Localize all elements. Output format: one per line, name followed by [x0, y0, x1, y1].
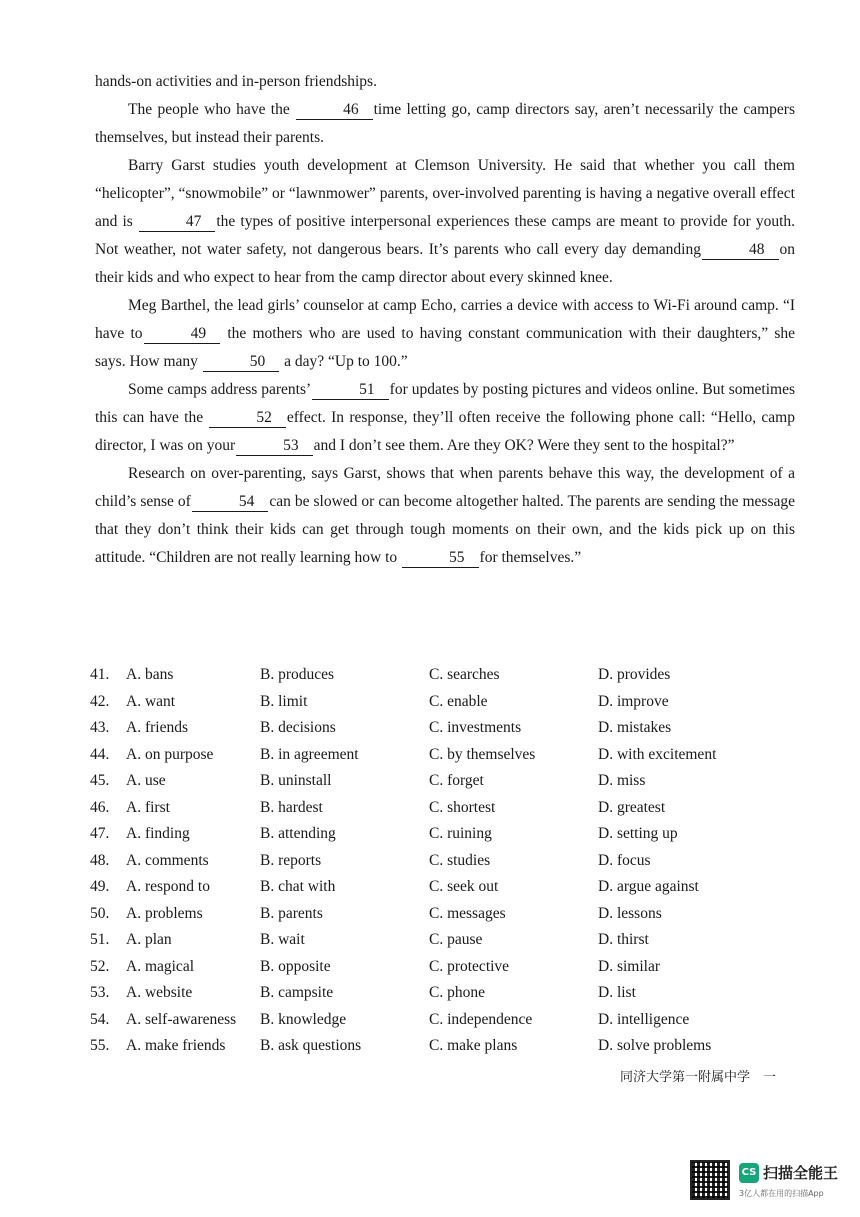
option-c: C. studies: [429, 851, 491, 869]
option-row: [90, 878, 810, 905]
option-row: [90, 1011, 810, 1038]
option-b: B. chat with: [260, 878, 336, 895]
question-number: 49.: [90, 878, 110, 895]
option-row: [90, 1037, 810, 1064]
option-c: C. investments: [429, 719, 522, 736]
question-number: 55.: [90, 1037, 110, 1054]
option-b: B. uninstall: [260, 772, 332, 789]
option-d: D. list: [598, 984, 636, 1001]
option-c: C. forget: [429, 772, 484, 789]
option-row: [90, 772, 810, 799]
option-row: [90, 958, 810, 985]
question-number: 45.: [90, 772, 110, 789]
option-a: A. want: [126, 692, 176, 710]
option-b: B. wait: [260, 931, 305, 948]
option-a: A. finding: [126, 825, 190, 842]
option-row: [90, 905, 810, 932]
option-b: B. produces: [260, 666, 335, 683]
blank-53: 53: [236, 437, 313, 456]
blank-55: 55: [402, 549, 479, 568]
blank-52: 52: [209, 409, 286, 428]
option-b: B. attending: [260, 825, 336, 842]
scanner-app-name: 扫描全能王: [763, 1164, 839, 1182]
option-d: D. provides: [598, 666, 671, 683]
option-d: D. mistakes: [598, 719, 672, 736]
option-row: [90, 666, 810, 693]
option-row: [90, 984, 810, 1011]
option-b: B. campsite: [260, 984, 334, 1001]
option-c: C. shortest: [429, 798, 496, 816]
option-d: D. setting up: [598, 825, 678, 842]
paragraph-6: Research on over-parenting, says Garst, shows that when parents behave this way, the development of a child’s sense of 54 can be slowed or can become altogether halted. The parents are sending the message that they don’t think their kids can get through tough moments on their own, and the kids pick up on this attitude. “Children are not really learning how to 55 for themselves.”: [95, 465, 795, 566]
option-row: [90, 825, 810, 852]
option-a: A. plan: [126, 931, 172, 948]
option-c: C. by themselves: [429, 745, 536, 763]
option-a: A. make friends: [126, 1037, 226, 1054]
blank-50: 50: [203, 353, 280, 372]
question-number: 51.: [90, 931, 110, 948]
question-number: 53.: [90, 984, 110, 1001]
option-d: D. with excitement: [598, 745, 717, 763]
school-footer: 同济大学第一附属中学 一: [620, 1070, 777, 1085]
option-d: D. similar: [598, 957, 660, 975]
option-a: A. first: [126, 798, 170, 816]
option-a: A. problems: [126, 904, 203, 922]
option-row: [90, 746, 810, 773]
option-c: C. phone: [429, 984, 485, 1001]
scanner-tagline: 3亿人都在用的扫描App: [739, 1189, 824, 1198]
camscanner-logo-icon: CS: [739, 1163, 759, 1183]
question-number: 42.: [90, 692, 110, 710]
question-number: 54.: [90, 1010, 110, 1028]
option-c: C. seek out: [429, 878, 499, 895]
blank-51: 51: [312, 381, 389, 400]
option-c: C. enable: [429, 692, 488, 710]
blank-47: 47: [139, 213, 216, 232]
question-number: 46.: [90, 798, 110, 816]
paragraph-text: hands-on activities and in-person friendships.: [95, 73, 377, 90]
question-number: 41.: [90, 666, 110, 683]
option-a: A. friends: [126, 719, 188, 736]
question-number: 52.: [90, 957, 110, 975]
option-d: D. greatest: [598, 798, 666, 816]
option-a: A. on purpose: [126, 745, 214, 763]
option-c: C. make plans: [429, 1037, 518, 1054]
qr-code-icon: [690, 1160, 730, 1200]
cloze-passage: [95, 68, 795, 572]
question-number: 50.: [90, 904, 110, 922]
paragraph-2: The people who have the 46 time letting go, camp directors say, aren’t necessarily the campers themselves, but instead their parents.: [95, 101, 795, 146]
option-a: A. bans: [126, 666, 174, 683]
option-c: C. messages: [429, 904, 506, 922]
option-row: [90, 799, 810, 826]
option-a: A. comments: [126, 851, 209, 869]
option-b: B. knowledge: [260, 1010, 347, 1028]
option-d: D. thirst: [598, 931, 649, 948]
option-b: B. parents: [260, 904, 323, 922]
option-row: [90, 693, 810, 720]
question-number: 48.: [90, 851, 110, 869]
option-a: A. self-awareness: [126, 1010, 237, 1028]
paragraph-4: Meg Barthel, the lead girls’ counselor at camp Echo, carries a device with access to Wi-Fi around camp. “I have to 49 the mothers who are used to having constant communication with their daughters,” she says. How many 50 a day? “Up to 100.”: [95, 297, 796, 370]
option-d: D. intelligence: [598, 1010, 690, 1028]
blank-46: 46: [296, 101, 373, 120]
question-number: 47.: [90, 825, 110, 842]
option-c: C. searches: [429, 666, 500, 683]
option-b: B. ask questions: [260, 1037, 362, 1054]
option-b: B. in agreement: [260, 745, 359, 763]
blank-48: 48: [702, 241, 779, 260]
option-b: B. limit: [260, 692, 308, 710]
option-row: [90, 719, 810, 746]
answer-options: [90, 666, 810, 1064]
option-c: C. ruining: [429, 825, 492, 842]
paragraph-3: Barry Garst studies youth development at Clemson University. He said that whether you call them “helicopter”, “snowmobile” or “lawnmower” parents, over-involved parenting is having a negative overall effect and is 47 the types of positive interpersonal experiences these camps are meant to provide for youth. Not weather, not water safety, not dangerous bears. It’s parents who call every day demanding 48 on their kids and who expect to hear from the camp director about every skinned knee.: [95, 157, 795, 286]
question-number: 44.: [90, 745, 110, 763]
option-a: A. website: [126, 984, 193, 1001]
option-d: D. solve problems: [598, 1037, 712, 1054]
option-d: D. improve: [598, 692, 669, 710]
option-d: D. miss: [598, 772, 646, 789]
paragraph-1: [95, 68, 795, 96]
option-d: D. lessons: [598, 904, 662, 922]
option-c: C. pause: [429, 931, 483, 948]
question-number: 43.: [90, 719, 110, 736]
option-a: A. magical: [126, 957, 195, 975]
option-b: B. reports: [260, 851, 322, 869]
option-d: D. argue against: [598, 878, 699, 895]
option-row: [90, 852, 810, 879]
paragraph-5: Some camps address parents’ 51 for updates by posting pictures and videos online. But sometimes this can have the 52 effect. In response, they’ll often receive the following phone call: “Hello, camp director, I was on your 53 and I don’t see them. Are they OK? Were they sent to the hospital?”: [95, 381, 796, 454]
option-c: C. independence: [429, 1010, 533, 1028]
option-d: D. focus: [598, 851, 651, 869]
option-a: A. use: [126, 772, 166, 789]
blank-49: 49: [144, 325, 221, 344]
blank-54: 54: [192, 493, 269, 512]
option-a: A. respond to: [126, 878, 210, 895]
option-row: [90, 931, 810, 958]
option-b: B. decisions: [260, 719, 336, 736]
option-c: C. protective: [429, 957, 510, 975]
option-b: B. opposite: [260, 957, 331, 975]
option-b: B. hardest: [260, 798, 323, 816]
